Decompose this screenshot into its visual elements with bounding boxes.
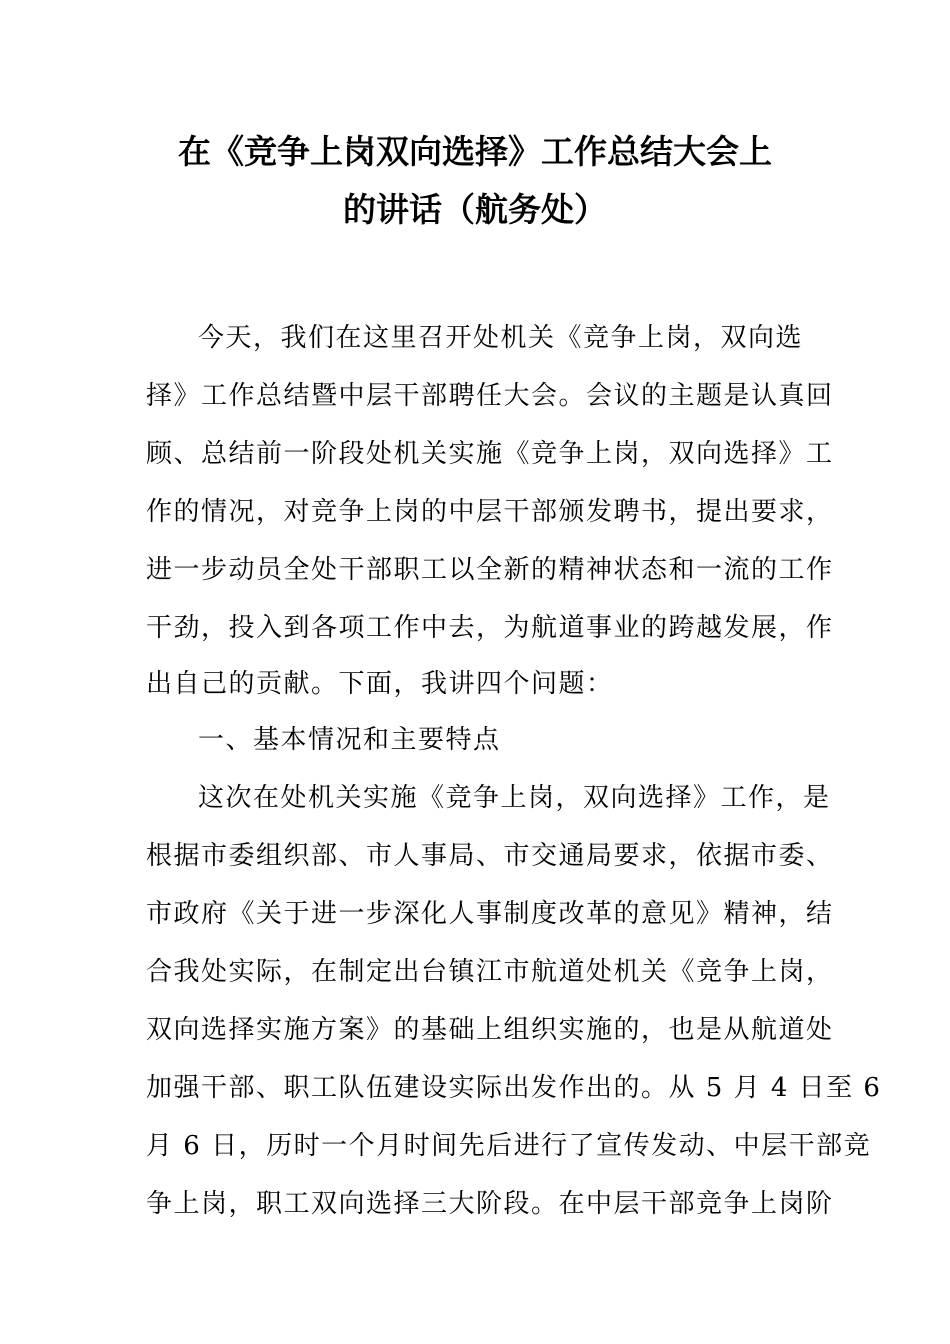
body-line: 月 6 日，历时一个月时间先后进行了宣传发动、中层干部竞 — [146, 1131, 872, 1161]
body-line: 这次在处机关实施《竞争上岗，双向选择》工作，是 — [198, 783, 831, 813]
body-line: 市政府《关于进一步深化人事制度改革的意见》精神，结 — [146, 899, 834, 929]
body-line: 今天，我们在这里召开处机关《竞争上岗，双向选 — [198, 323, 804, 353]
body-line: 合我处实际，在制定出台镇江市航道处机关《竞争上岗， — [146, 957, 834, 987]
document-title-line-2: 的讲话（航务处） — [343, 190, 607, 229]
body-line: 顾、总结前一阶段处机关实施《竞争上岗，双向选择》工 — [146, 439, 834, 469]
section-heading: 一、基本情况和主要特点 — [198, 725, 501, 755]
body-line: 双向选择实施方案》的基础上组织实施的，也是从航道处 — [146, 1015, 834, 1045]
body-line: 择》工作总结暨中层干部聘任大会。会议的主题是认真回 — [146, 381, 834, 411]
body-line: 争上岗，职工双向选择三大阶段。在中层干部竞争上岗阶 — [146, 1189, 834, 1219]
body-line: 干劲，投入到各项工作中去，为航道事业的跨越发展，作 — [146, 613, 834, 643]
document-title-line-1: 在《竞争上岗双向选择》工作总结大会上 — [178, 132, 772, 171]
body-line: 根据市委组织部、市人事局、市交通局要求，依据市委、 — [146, 841, 834, 871]
body-line: 加强干部、职工队伍建设实际出发作出的。从 5 月 4 日至 6 — [146, 1073, 882, 1103]
body-line: 出自己的贡献。下面，我讲四个问题： — [146, 669, 614, 699]
body-line: 进一步动员全处干部职工以全新的精神状态和一流的工作 — [146, 555, 834, 585]
body-line: 作的情况，对竞争上岗的中层干部颁发聘书，提出要求， — [146, 497, 834, 527]
